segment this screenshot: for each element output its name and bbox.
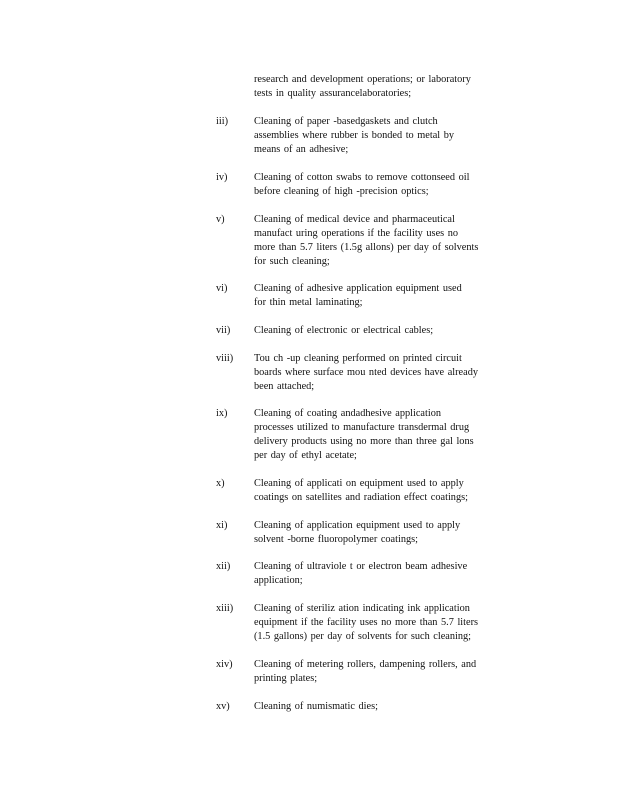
list-item-text: Cleaning of steriliz ation indicating ink application equipment if the facility uses no more than 5.7 liters (1.5 gallons) per day of solvents for such cleaning;: [254, 603, 479, 642]
list-item-label: xiii): [216, 603, 234, 614]
list-item-label: ix): [216, 408, 228, 419]
list-item-text: Cleaning of metering rollers, dampening rollers, and printing plates;: [254, 659, 477, 684]
list-item-label: x): [216, 478, 225, 489]
list-item-label: vii): [216, 325, 231, 336]
list-item-text: Cleaning of medical device and pharmaceutical manufact uring operations if the facility uses no more than 5.7 liters (1.5g allons) per day of solvents for such cleaning;: [254, 214, 479, 267]
list-item-text: Cleaning of cotton swabs to remove cottonseed oil before cleaning of high -precision optics;: [254, 172, 470, 197]
list-item-text: Cleaning of paper -basedgaskets and clutch assemblies where rubber is bonded to metal by means of an adhesive;: [254, 116, 455, 155]
list-item-text: Cleaning of adhesive application equipment used for thin metal laminating;: [254, 283, 462, 308]
list-item-label: iv): [216, 172, 228, 183]
continuation-text: research and development operations; or laboratory tests in quality assurancelaboratories;: [254, 74, 471, 99]
list-item-label: viii): [216, 353, 234, 364]
list-item-label: vi): [216, 283, 228, 294]
list-item-label: iii): [216, 116, 229, 127]
list-item-text: Cleaning of coating andadhesive application processes utilized to manufacture transdermal drug delivery products using no more than three gal lons per day of ethyl acetate;: [254, 408, 474, 461]
list-item-label: xiv): [216, 659, 233, 670]
list-item-text: Cleaning of application equipment used to apply solvent -borne fluoropolymer coatings;: [254, 520, 461, 545]
list-item-label: v): [216, 214, 225, 225]
list-item-text: Tou ch -up cleaning performed on printed circuit boards where surface mou nted devices have already been attached;: [254, 353, 478, 392]
list-item-label: xv): [216, 701, 230, 712]
list-item-label: xii): [216, 561, 231, 572]
list-item-text: Cleaning of ultraviole t or electron beam adhesive application;: [254, 561, 468, 586]
list-item-text: Cleaning of numismatic dies;: [254, 701, 378, 712]
list-item-text: Cleaning of applicati on equipment used to apply coatings on satellites and radiation effect coatings;: [254, 478, 468, 503]
list-item-text: Cleaning of electronic or electrical cables;: [254, 325, 434, 336]
list-item-label: xi): [216, 520, 228, 531]
